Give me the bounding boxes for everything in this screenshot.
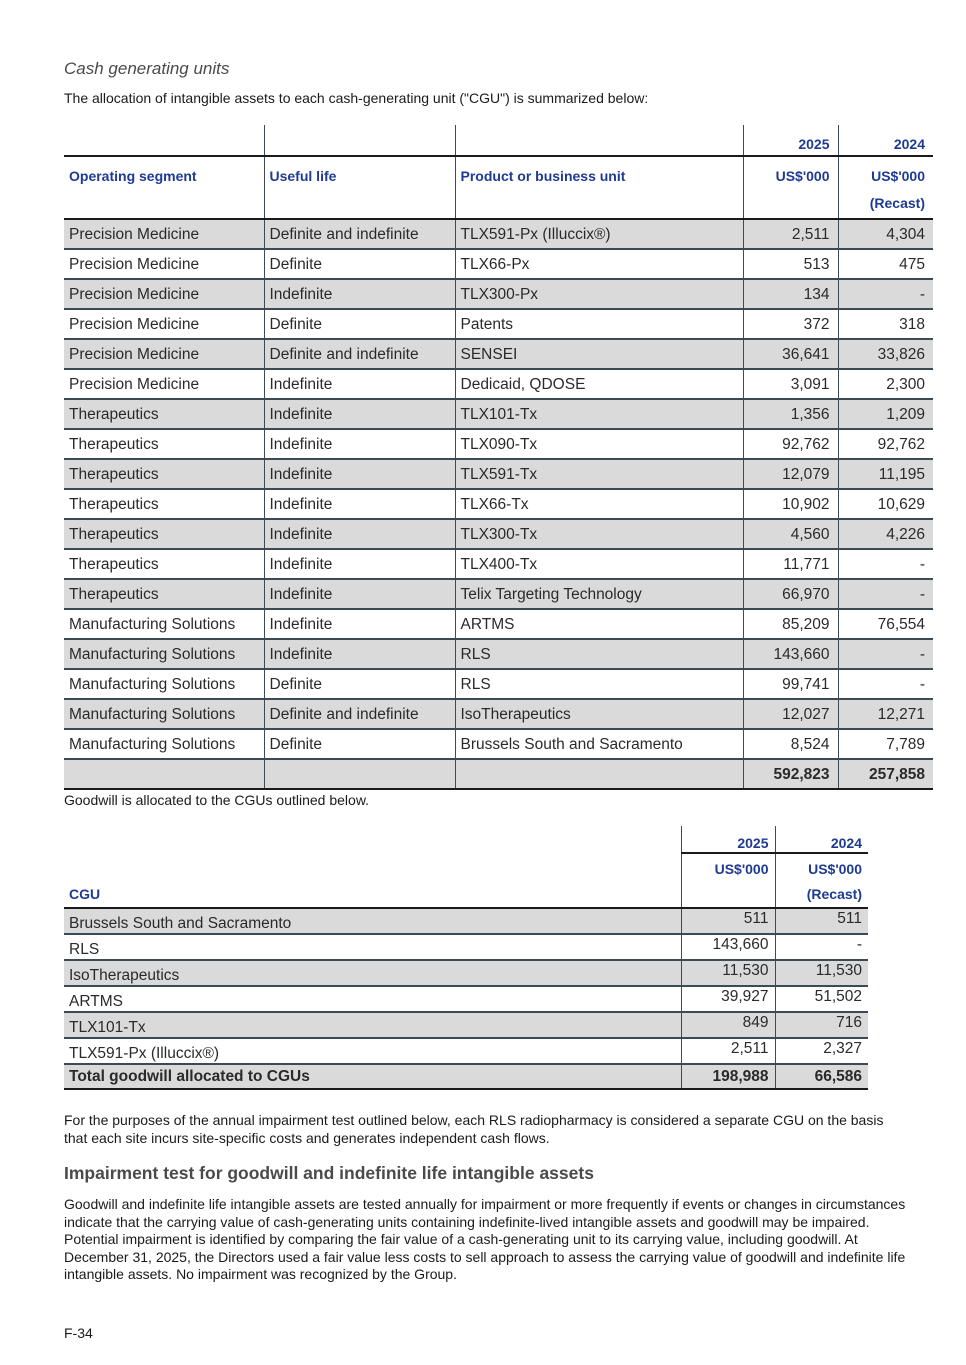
cell-product-unit: RLS xyxy=(455,669,743,699)
cell-value-2024: - xyxy=(838,669,933,699)
cell-product-unit: Telix Targeting Technology xyxy=(455,579,743,609)
cell-segment: Precision Medicine xyxy=(64,219,264,249)
cell-cgu: TLX101-Tx xyxy=(64,1012,681,1038)
cell-product-unit: TLX400-Tx xyxy=(455,549,743,579)
cell-product-unit: Dedicaid, QDOSE xyxy=(455,369,743,399)
cell-value-2025: 849 xyxy=(681,1012,775,1038)
cell-useful-life: Definite xyxy=(264,309,455,339)
table-row xyxy=(64,1012,868,1038)
cell-value-2025: 2,511 xyxy=(743,219,838,249)
cell-value-2025: 99,741 xyxy=(743,669,838,699)
goodwill-table xyxy=(64,826,868,1090)
cell-value-2024: 33,826 xyxy=(838,339,933,369)
cell-useful-life: Definite and indefinite xyxy=(264,219,455,249)
header-useful-life: Useful life xyxy=(264,156,455,219)
header-year-2024: 2024 xyxy=(775,826,868,853)
table-row xyxy=(64,279,933,309)
cell-value-2025: 143,660 xyxy=(681,934,775,960)
cell-product-unit: ARTMS xyxy=(455,609,743,639)
table-header-row xyxy=(64,156,933,219)
table-row xyxy=(64,934,868,960)
cell-value-2024: 7,789 xyxy=(838,729,933,759)
cell-useful-life: Definite and indefinite xyxy=(264,699,455,729)
cell-value-2024: 318 xyxy=(838,309,933,339)
cell-value-2025: 513 xyxy=(743,249,838,279)
table-row xyxy=(64,1038,868,1064)
cell-useful-life: Indefinite xyxy=(264,459,455,489)
table-row xyxy=(64,369,933,399)
cell-value-2024: 11,530 xyxy=(775,960,868,986)
cell-segment: Precision Medicine xyxy=(64,309,264,339)
intro-text: The allocation of intangible assets to each cash-generating unit ("CGU") is summarized below: xyxy=(64,90,649,106)
table-row xyxy=(64,549,933,579)
cell-product-unit: SENSEI xyxy=(455,339,743,369)
cell-segment: Manufacturing Solutions xyxy=(64,699,264,729)
cell-segment: Therapeutics xyxy=(64,549,264,579)
cell-cgu: IsoTherapeutics xyxy=(64,960,681,986)
cell-useful-life: Definite and indefinite xyxy=(264,339,455,369)
cell-value-2024: - xyxy=(838,579,933,609)
cell-value-2024: 511 xyxy=(775,908,868,934)
header-operating-segment: Operating segment xyxy=(64,156,264,219)
cell-segment: Manufacturing Solutions xyxy=(64,669,264,699)
impairment-heading: Impairment test for goodwill and indefinite life intangible assets xyxy=(64,1163,594,1183)
cell-segment: Manufacturing Solutions xyxy=(64,609,264,639)
cell-value-2025: 372 xyxy=(743,309,838,339)
header-year-2024: 2024 xyxy=(838,125,933,156)
table-header-row xyxy=(64,853,868,908)
cell-cgu: ARTMS xyxy=(64,986,681,1012)
header-unit-2024: US$'000 (Recast) xyxy=(775,853,868,908)
header-empty xyxy=(455,125,743,156)
cell-useful-life: Definite xyxy=(264,669,455,699)
cell-value-2025: 11,771 xyxy=(743,549,838,579)
cell-value-2025: 511 xyxy=(681,908,775,934)
cell-product-unit: TLX300-Tx xyxy=(455,519,743,549)
header-cgu: CGU xyxy=(64,853,681,908)
cell-product-unit: IsoTherapeutics xyxy=(455,699,743,729)
cell-cgu: Brussels South and Sacramento xyxy=(64,908,681,934)
header-unit-2025: US$'000 xyxy=(681,853,775,908)
cell-value-2024: 92,762 xyxy=(838,429,933,459)
cell-value-2024: 4,226 xyxy=(838,519,933,549)
table-row xyxy=(64,729,933,759)
table-row xyxy=(64,609,933,639)
cell-segment: Precision Medicine xyxy=(64,369,264,399)
table-row xyxy=(64,519,933,549)
table-row xyxy=(64,219,933,249)
cell-empty xyxy=(455,759,743,789)
cell-value-2025: 2,511 xyxy=(681,1038,775,1064)
total-2024: 66,586 xyxy=(775,1064,868,1089)
cell-value-2025: 92,762 xyxy=(743,429,838,459)
cell-value-2025: 3,091 xyxy=(743,369,838,399)
cell-value-2024: 11,195 xyxy=(838,459,933,489)
cell-useful-life: Definite xyxy=(264,729,455,759)
cell-value-2024: 2,327 xyxy=(775,1038,868,1064)
cell-product-unit: TLX66-Tx xyxy=(455,489,743,519)
table-row xyxy=(64,309,933,339)
cell-useful-life: Indefinite xyxy=(264,519,455,549)
cell-segment: Therapeutics xyxy=(64,429,264,459)
cell-value-2024: - xyxy=(838,549,933,579)
table-header-row xyxy=(64,826,868,853)
cell-value-2024: 51,502 xyxy=(775,986,868,1012)
cell-value-2025: 66,970 xyxy=(743,579,838,609)
table-row xyxy=(64,399,933,429)
cell-segment: Therapeutics xyxy=(64,489,264,519)
total-label: Total goodwill allocated to CGUs xyxy=(64,1064,681,1089)
cell-useful-life: Indefinite xyxy=(264,639,455,669)
table-row xyxy=(64,579,933,609)
cell-value-2025: 10,902 xyxy=(743,489,838,519)
cell-segment: Therapeutics xyxy=(64,519,264,549)
header-unit-2024: US$'000 (Recast) xyxy=(838,156,933,219)
table-row xyxy=(64,669,933,699)
cell-product-unit: RLS xyxy=(455,639,743,669)
cell-useful-life: Indefinite xyxy=(264,279,455,309)
cell-value-2025: 36,641 xyxy=(743,339,838,369)
header-year-2025: 2025 xyxy=(743,125,838,156)
cell-cgu: RLS xyxy=(64,934,681,960)
header-empty xyxy=(64,826,681,853)
cell-segment: Manufacturing Solutions xyxy=(64,639,264,669)
rls-paragraph: For the purposes of the annual impairment test outlined below, each RLS radiopharmacy is considered a separate CGU on the basis that each site incurs site-specific costs and generates independent cash flows. xyxy=(64,1112,884,1146)
cell-product-unit: TLX591-Tx xyxy=(455,459,743,489)
table-row xyxy=(64,908,868,934)
cell-value-2025: 12,027 xyxy=(743,699,838,729)
cell-product-unit: Brussels South and Sacramento xyxy=(455,729,743,759)
cell-value-2024: 12,271 xyxy=(838,699,933,729)
table-row xyxy=(64,699,933,729)
total-row xyxy=(64,759,933,789)
cell-useful-life: Indefinite xyxy=(264,399,455,429)
cell-value-2024: - xyxy=(838,639,933,669)
cell-segment: Therapeutics xyxy=(64,459,264,489)
cell-value-2025: 39,927 xyxy=(681,986,775,1012)
cell-value-2025: 4,560 xyxy=(743,519,838,549)
header-unit-2025: US$'000 xyxy=(743,156,838,219)
cell-empty xyxy=(264,759,455,789)
goodwill-intro: Goodwill is allocated to the CGUs outlined below. xyxy=(64,792,370,808)
header-empty xyxy=(64,125,264,156)
cell-segment: Therapeutics xyxy=(64,399,264,429)
cell-product-unit: TLX591-Px (Illuccix®) xyxy=(455,219,743,249)
cell-product-unit: TLX090-Tx xyxy=(455,429,743,459)
cell-segment: Precision Medicine xyxy=(64,279,264,309)
total-2025: 592,823 xyxy=(743,759,838,789)
cell-product-unit: TLX66-Px xyxy=(455,249,743,279)
cell-value-2024: - xyxy=(838,279,933,309)
header-empty xyxy=(264,125,455,156)
cell-value-2024: 4,304 xyxy=(838,219,933,249)
cell-value-2024: 10,629 xyxy=(838,489,933,519)
table-row xyxy=(64,429,933,459)
total-2025: 198,988 xyxy=(681,1064,775,1089)
total-row xyxy=(64,1064,868,1089)
table-row xyxy=(64,249,933,279)
table-row xyxy=(64,459,933,489)
cell-value-2024: 475 xyxy=(838,249,933,279)
cell-value-2025: 134 xyxy=(743,279,838,309)
cell-useful-life: Indefinite xyxy=(264,609,455,639)
cell-value-2024: 716 xyxy=(775,1012,868,1038)
table-row xyxy=(64,639,933,669)
page-number: F-34 xyxy=(64,1325,93,1341)
cell-value-2025: 11,530 xyxy=(681,960,775,986)
cell-useful-life: Indefinite xyxy=(264,549,455,579)
cell-product-unit: Patents xyxy=(455,309,743,339)
cell-value-2025: 143,660 xyxy=(743,639,838,669)
cell-useful-life: Indefinite xyxy=(264,429,455,459)
cell-useful-life: Indefinite xyxy=(264,579,455,609)
cell-value-2024: 2,300 xyxy=(838,369,933,399)
cell-value-2024: 76,554 xyxy=(838,609,933,639)
cell-useful-life: Definite xyxy=(264,249,455,279)
cell-segment: Manufacturing Solutions xyxy=(64,729,264,759)
cell-value-2025: 85,209 xyxy=(743,609,838,639)
table-header-row xyxy=(64,125,933,156)
table-row xyxy=(64,986,868,1012)
cell-useful-life: Indefinite xyxy=(264,369,455,399)
cell-value-2025: 1,356 xyxy=(743,399,838,429)
cell-value-2025: 8,524 xyxy=(743,729,838,759)
cell-value-2024: 1,209 xyxy=(838,399,933,429)
cell-value-2025: 12,079 xyxy=(743,459,838,489)
cell-segment: Precision Medicine xyxy=(64,249,264,279)
cell-useful-life: Indefinite xyxy=(264,489,455,519)
cell-cgu: TLX591-Px (Illuccix®) xyxy=(64,1038,681,1064)
header-year-2025: 2025 xyxy=(681,826,775,853)
table-row xyxy=(64,489,933,519)
cell-segment: Therapeutics xyxy=(64,579,264,609)
section-title: Cash generating units xyxy=(64,59,230,78)
cgu-allocation-table xyxy=(64,125,933,790)
cell-product-unit: TLX300-Px xyxy=(455,279,743,309)
impairment-paragraph: Goodwill and indefinite life intangible assets are tested annually for impairment or more frequently if events or changes in circumstances indicate that the carrying value of cash-generating units containing indefinite-lived intangible assets and goodwill may be impaired. Potential impairment is identified by comparing the fair value of a cash-generating unit to its carrying value, including goodwill. At December 31, 2025, the Directors used a fair value less costs to sell approach to assess the carrying value of goodwill and indefinite life intangible assets. No impairment was recognized by the Group. xyxy=(64,1196,906,1282)
table-row xyxy=(64,339,933,369)
cell-product-unit: TLX101-Tx xyxy=(455,399,743,429)
cell-empty xyxy=(64,759,264,789)
cell-segment: Precision Medicine xyxy=(64,339,264,369)
total-2024: 257,858 xyxy=(838,759,933,789)
table-row xyxy=(64,960,868,986)
header-product-unit: Product or business unit xyxy=(455,156,743,219)
cell-value-2024: - xyxy=(775,934,868,960)
